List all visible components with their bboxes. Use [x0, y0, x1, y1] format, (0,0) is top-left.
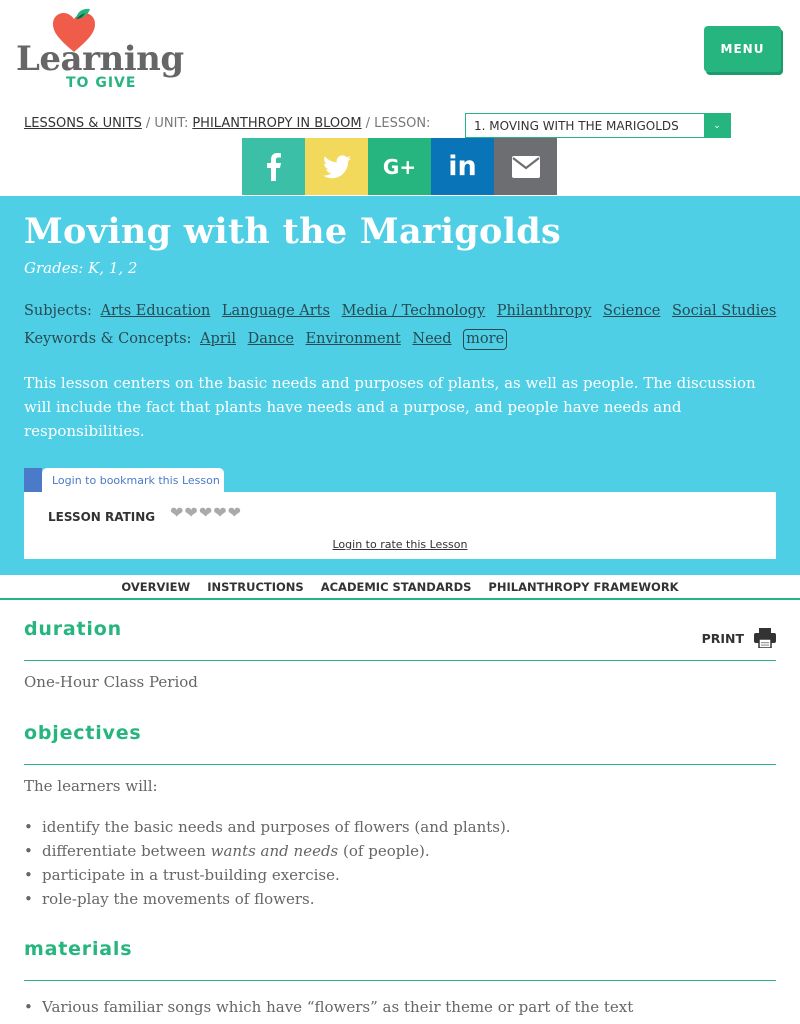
subjects-label: Subjects: — [24, 303, 92, 319]
objectives-intro: The learners will: — [24, 777, 158, 795]
list-item: • Various familiar songs which have “flowers” as their theme or part of the text — [24, 995, 633, 1019]
heart-icon[interactable]: ❤ — [227, 503, 242, 522]
share-linkedin-button[interactable] — [431, 138, 494, 195]
list-item-tail: (of people). — [338, 842, 430, 860]
keyword-link[interactable]: Need — [412, 331, 452, 347]
rating-panel — [24, 492, 776, 559]
divider — [24, 980, 776, 981]
twitter-icon — [323, 155, 351, 179]
subject-link[interactable]: Language Arts — [221, 303, 330, 319]
share-twitter-button[interactable] — [305, 138, 368, 195]
duration-text: One-Hour Class Period — [24, 673, 198, 691]
google-plus-icon: G+ — [382, 154, 417, 179]
lesson-select[interactable] — [465, 113, 731, 138]
section-heading: duration — [24, 618, 122, 640]
duration-section — [24, 618, 776, 708]
keywords-label: Keywords & Concepts: — [24, 331, 192, 347]
lesson-hero — [0, 196, 800, 575]
list-item — [24, 839, 511, 863]
objectives-list — [24, 815, 511, 911]
list-item-emphasis: wants and needs — [210, 842, 339, 860]
site-header — [0, 0, 800, 108]
list-item: • role-play the movements of flowers. — [24, 887, 511, 911]
rating-label: LESSON RATING — [48, 510, 156, 524]
list-item: • participate in a trust-building exercise. — [24, 863, 511, 887]
logo-wordmark: Learning — [16, 39, 184, 79]
materials-list — [24, 995, 633, 1019]
rate-login-link[interactable]: Login to rate this Lesson — [332, 538, 468, 551]
lesson-summary: This lesson centers on the basic needs and purposes of plants, as well as people. The discussion will include the fact that plants have needs and a purpose, and people have needs and responsibilities. — [24, 374, 756, 440]
tab-academic-standards[interactable]: ACADEMIC STANDARDS — [320, 579, 472, 594]
share-bar — [242, 138, 557, 195]
subject-link[interactable]: Philanthropy — [496, 303, 592, 319]
share-google-plus-button[interactable] — [368, 138, 431, 195]
learning-to-give-logo[interactable] — [14, 6, 184, 91]
breadcrumb-lessons-units[interactable]: LESSONS & UNITS — [24, 116, 142, 131]
menu-button[interactable]: MENU — [704, 26, 781, 72]
section-nav — [0, 575, 800, 600]
share-facebook-button[interactable] — [242, 138, 305, 195]
subjects-row — [24, 303, 783, 319]
more-keywords-button[interactable]: more — [463, 329, 507, 350]
heart-icon[interactable]: ❤ — [184, 503, 198, 522]
section-heading: objectives — [24, 722, 142, 744]
keyword-link[interactable]: April — [200, 331, 237, 347]
breadcrumb-unit-prefix: / UNIT: — [145, 116, 189, 131]
breadcrumb-lesson-prefix: / LESSON: — [365, 116, 431, 131]
materials-section — [24, 938, 776, 1024]
heart-icon[interactable]: ❤ — [170, 503, 184, 522]
subject-link[interactable]: Science — [603, 303, 661, 319]
heart-icon[interactable]: ❤ — [198, 503, 213, 522]
print-button[interactable] — [702, 628, 776, 648]
lesson-title: Moving with the Marigolds — [24, 211, 562, 252]
lesson-grades: Grades: K, 1, 2 — [24, 259, 138, 277]
subject-link[interactable]: Arts Education — [100, 303, 211, 319]
divider — [24, 764, 776, 765]
rating-hearts — [170, 505, 241, 521]
tab-instructions[interactable]: INSTRUCTIONS — [207, 579, 304, 594]
keywords-row — [24, 329, 507, 350]
linkedin-icon: in — [448, 151, 477, 182]
list-item: • identify the basic needs and purposes of flowers (and plants). — [24, 815, 511, 839]
chevron-down-icon: ⌄ — [704, 114, 730, 137]
print-label: PRINT — [701, 630, 744, 646]
breadcrumb-unit[interactable]: PHILANTHROPY IN BLOOM — [192, 116, 362, 131]
printer-icon — [754, 628, 776, 648]
envelope-icon — [512, 156, 540, 178]
subject-link[interactable]: Social Studies — [671, 303, 777, 319]
lesson-select-value: 1. MOVING WITH THE MARIGOLDS — [474, 118, 679, 133]
bookmark-login-link[interactable]: Login to bookmark this Lesson — [42, 468, 224, 494]
list-item-text: differentiate between — [42, 842, 206, 860]
heart-icon[interactable]: ❤ — [213, 503, 227, 522]
keyword-link[interactable]: Dance — [247, 331, 294, 347]
divider — [24, 660, 776, 661]
tab-philanthropy-framework[interactable]: PHILANTHROPY FRAMEWORK — [488, 579, 679, 594]
facebook-icon — [266, 153, 282, 181]
breadcrumb — [24, 116, 434, 131]
share-email-button[interactable] — [494, 138, 557, 195]
objectives-section — [24, 722, 776, 922]
subject-link[interactable]: Media / Technology — [341, 303, 486, 319]
tab-overview[interactable]: OVERVIEW — [121, 579, 191, 594]
logo-subtitle: TO GIVE — [66, 75, 137, 91]
section-heading: materials — [24, 938, 133, 960]
keyword-link[interactable]: Environment — [305, 331, 401, 347]
